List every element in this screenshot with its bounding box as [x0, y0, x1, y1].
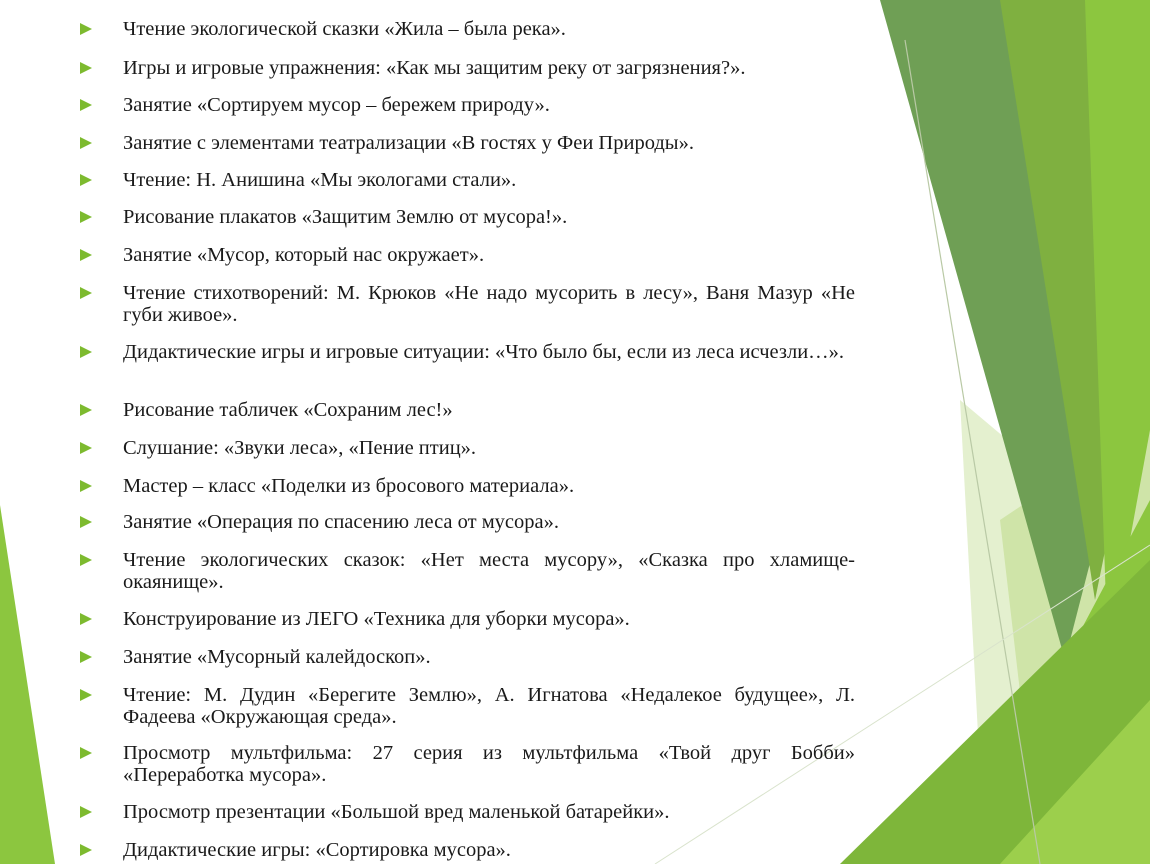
left-green-wedge	[0, 505, 55, 864]
list-item: Мастер – класс «Поделки из бросового материала».	[80, 475, 855, 497]
list-item: Рисование плакатов «Защитим Землю от мусора!».	[80, 206, 855, 228]
list-item: Занятие «Мусор, который нас окружает».	[80, 244, 855, 266]
triangle-right-icon	[80, 174, 92, 186]
triangle-right-icon	[80, 287, 92, 299]
triangle-right-icon	[80, 249, 92, 261]
list-item: Чтение: Н. Анишина «Мы экологами стали».	[80, 169, 855, 191]
triangle-right-icon	[80, 404, 92, 416]
triangle-right-icon	[80, 844, 92, 856]
list-item: Занятие «Операция по спасению леса от мусора».	[80, 511, 855, 533]
triangle-right-icon	[80, 613, 92, 625]
triangle-right-icon	[80, 211, 92, 223]
triangle-right-icon	[80, 516, 92, 528]
triangle-right-icon	[80, 62, 92, 74]
list-item: Чтение экологической сказки «Жила – была река».	[80, 18, 855, 40]
triangle-right-icon	[80, 806, 92, 818]
triangle-right-icon	[80, 651, 92, 663]
list-item: Чтение стихотворений: М. Крюков «Не надо мусорить в лесу», Ваня Мазур «Не губи живое».	[80, 282, 855, 326]
list-item: Чтение экологических сказок: «Нет места мусору», «Сказка про хламище-окаянище».	[80, 549, 855, 593]
list-item: Занятие «Мусорный калейдоскоп».	[80, 646, 855, 668]
triangle-right-icon	[80, 689, 92, 701]
list-item: Дидактические игры: «Сортировка мусора».	[80, 839, 855, 861]
list-item: Слушание: «Звуки леса», «Пение птиц».	[80, 437, 855, 459]
triangle-right-icon	[80, 480, 92, 492]
list-item: Занятие с элементами театрализации «В гостях у Феи Природы».	[80, 132, 855, 154]
triangle-right-icon	[80, 137, 92, 149]
list-item: Просмотр презентации «Большой вред маленькой батарейки».	[80, 801, 855, 823]
list-item: Игры и игровые упражнения: «Как мы защитим реку от загрязнения?».	[80, 57, 855, 79]
triangle-right-icon	[80, 554, 92, 566]
triangle-right-icon	[80, 442, 92, 454]
triangle-right-icon	[80, 99, 92, 111]
list-item: Занятие «Сортируем мусор – бережем природу».	[80, 94, 855, 116]
triangle-right-icon	[80, 346, 92, 358]
list-item: Рисование табличек «Сохраним лес!»	[80, 399, 855, 421]
triangle-right-icon	[80, 23, 92, 35]
triangle-right-icon	[80, 747, 92, 759]
list-item: Конструирование из ЛЕГО «Техника для уборки мусора».	[80, 608, 855, 630]
list-item: Дидактические игры и игровые ситуации: «Что было бы, если из леса исчезли…».	[80, 341, 855, 363]
list-item: Чтение: М. Дудин «Берегите Землю», А. Игнатова «Недалекое будущее», Л. Фадеева «Окружающая среда».	[80, 684, 855, 728]
list-item: Просмотр мультфильма: 27 серия из мультфильма «Твой друг Бобби» «Переработка мусора».	[80, 742, 855, 786]
